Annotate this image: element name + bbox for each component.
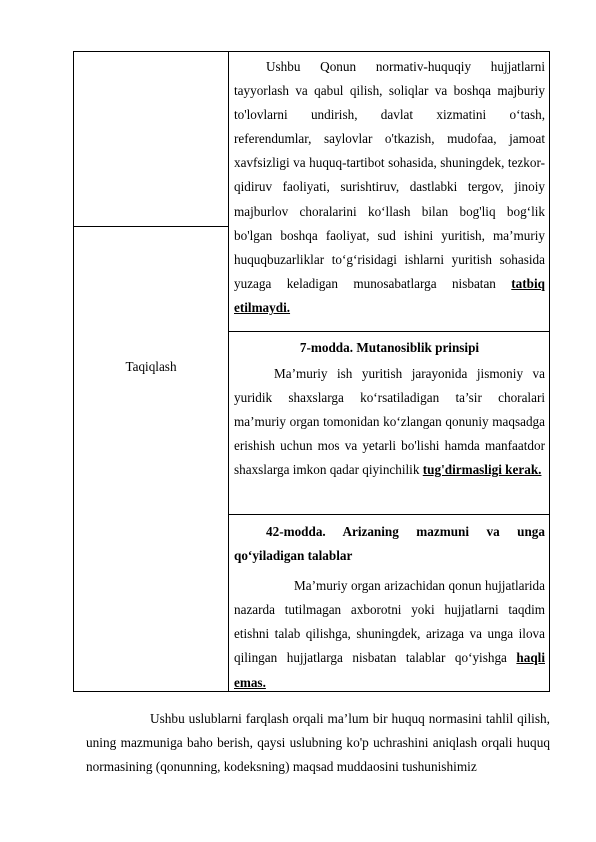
row-divider-1: [228, 331, 549, 332]
comparison-table: [73, 51, 550, 692]
article-7-text: Ma’muriy ish yuritish jarayonida jismoniy va yuridik shaxslarga ko‘rsatiladigan ta’sir choralari ma’muriy organ tomonidan ko‘zlangan qonuniy maqsadga erishish uchun mos va yetarli bo'lishi hamda manfaatdor shaxslarga imkon qadar qiyinchilik: [234, 366, 545, 478]
row-divider-2: [228, 514, 549, 515]
article-7-emphasis: tug'dirmasligi kerak.: [422, 462, 542, 478]
cell-law-scope-emphasis: tatbiq etilmaydi.: [234, 275, 545, 315]
cell-law-scope: [234, 55, 545, 320]
row-label: Taqiqlash: [125, 359, 177, 374]
cell-law-scope-text: Ushbu Qonun normativ-huquqiy hujjatlarni tayyorlash va qabul qilish, soliqlar va boshqa majburiy to'lovlarni undirish, davlat xizmatini o‘tash, referendumlar, saylovlar o'tkazish, mudofaa, jamoat xavfsizligi va huquq-tartibot sohasida, shuningdek, tezkor-qidiruv faoliyati, surishtiruv, dastlabki tergov, jinoiy majburlov choralarini ko‘llash bilan bog'liq bog‘lik bo'lgan boshqa faoliyat, sud ishini yuritish, ma’muriy huquqbuzarliklar to‘g‘risidagi ishlarni yuritish sohasida yuzaga keladigan munosabatlarga nisbatan: [234, 59, 545, 291]
cell-article-42: [234, 520, 545, 695]
article-42-emphasis: haqli emas.: [234, 650, 545, 690]
article-42-text: Ma’muriy organ arizachidan qonun hujjatlarida nazarda tutilmagan axborotni yoki hujjatlarni taqdim etishni talab qilishga, shuningdek, arizaga va unga ilova qilingan hujjatlarga nisbatan talablar qo‘yishga: [234, 578, 545, 666]
article-7-title: 7-modda. Mutanosiblik prinsipi: [299, 340, 480, 355]
article-42-title: 42-modda. Arizaning mazmuni va unga qo‘yiladigan talablar: [234, 524, 545, 564]
body-paragraph: Ushbu uslublarni farqlash orqali ma’lum bir huquq normasini tahlil qilish, uning mazmuniga baho berish, qaysi uslubning ko'p uchrashini aniqlash orqali huquq normasining (qonunning, kodeksning) maqsad muddaosini tushunishimiz: [86, 711, 550, 775]
left-row-divider: [74, 226, 228, 227]
column-divider: [228, 52, 229, 691]
cell-article-7: [234, 336, 545, 483]
